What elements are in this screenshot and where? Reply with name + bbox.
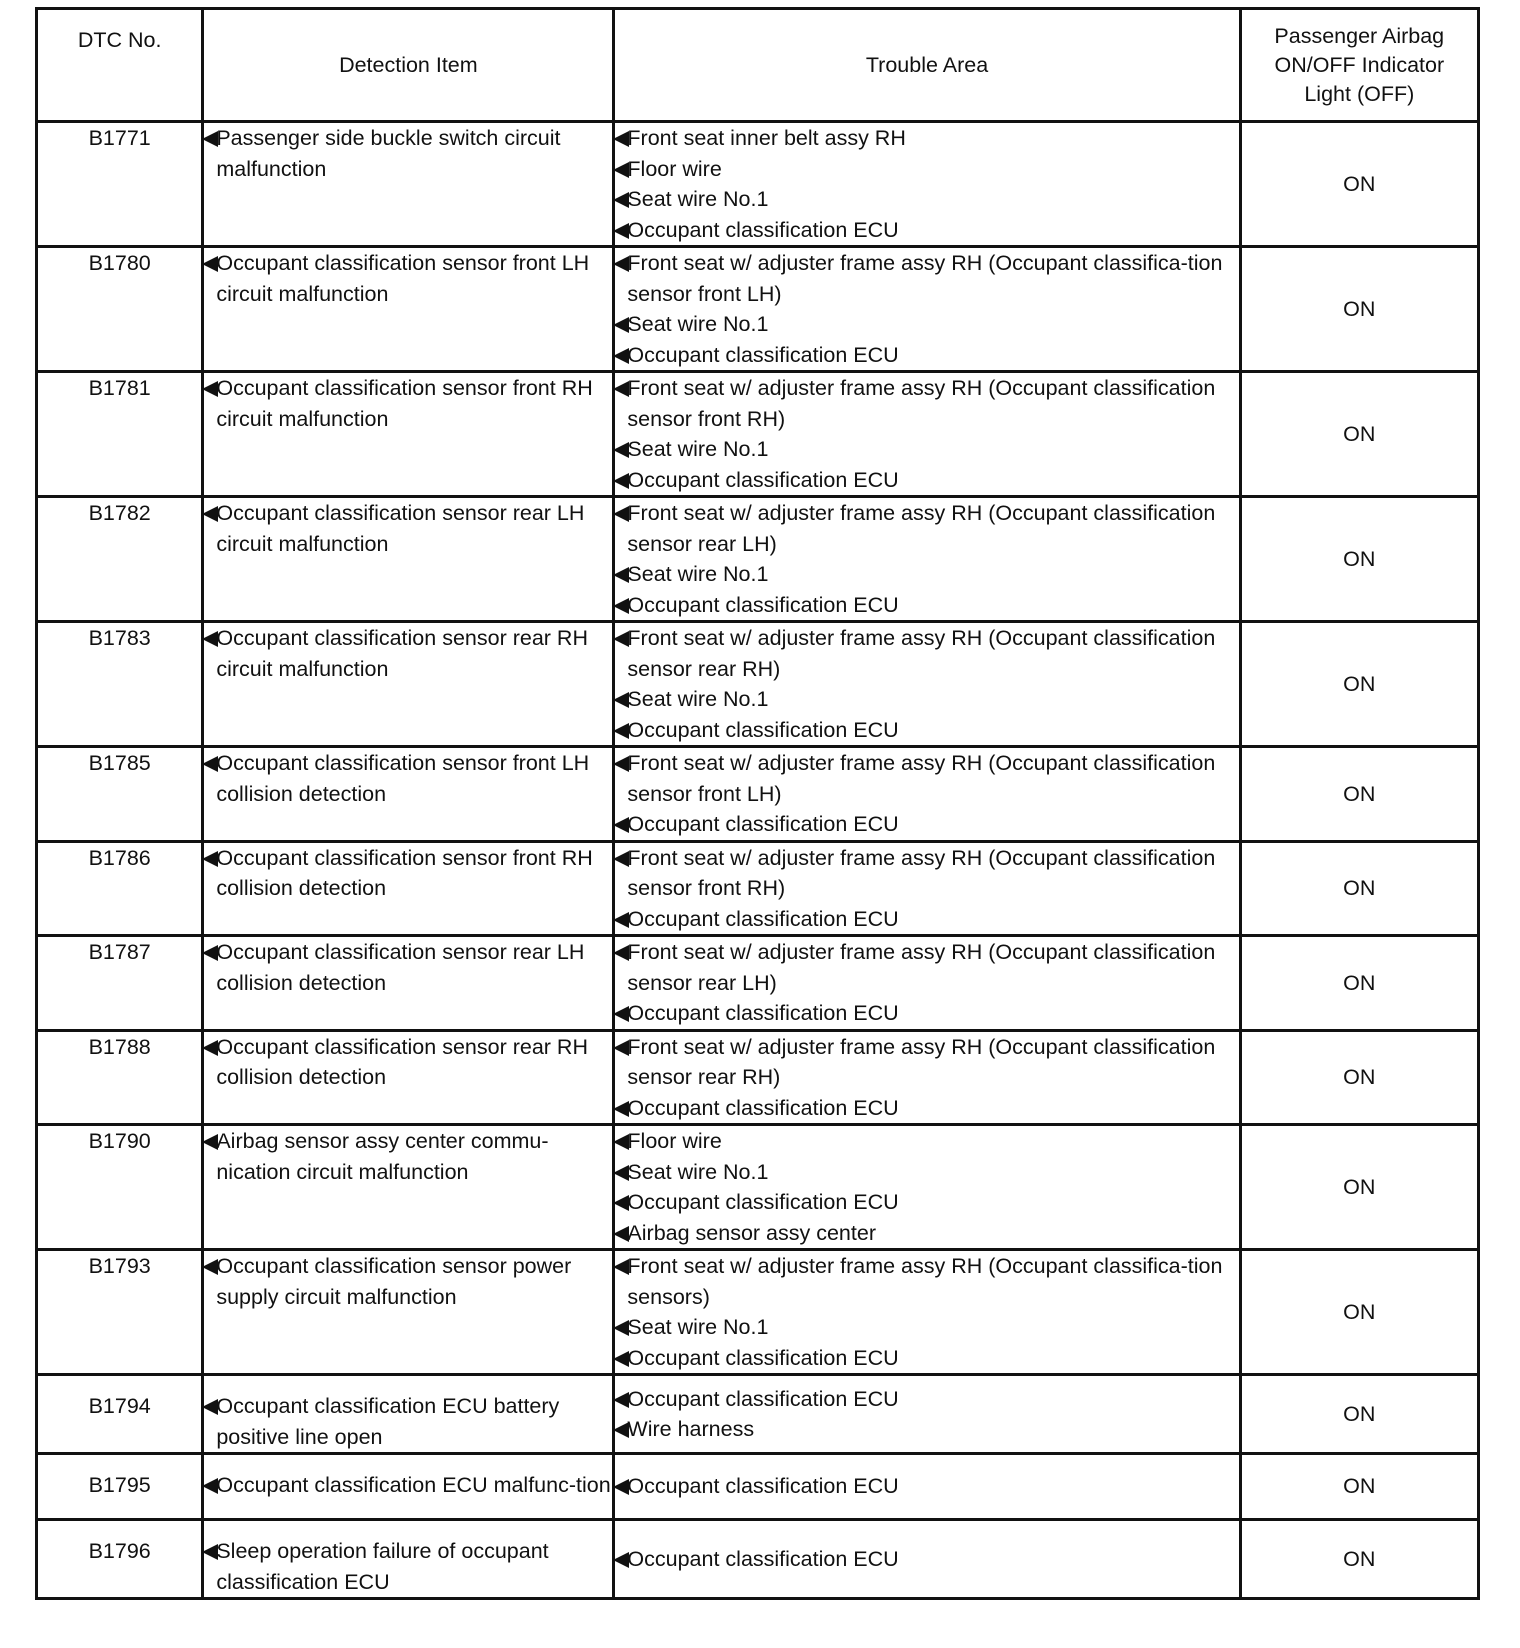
bullet-triangle-icon <box>202 851 218 867</box>
table-row <box>37 122 1479 247</box>
trouble-area-text: Front seat w/ adjuster frame assy RH (Occupant classification sensor rear RH) <box>627 626 1216 681</box>
indicator-light-state: ON <box>1240 1454 1478 1520</box>
dtc-table <box>35 7 1480 1600</box>
trouble-area <box>614 1250 1240 1375</box>
bullet-triangle-icon <box>613 1040 629 1056</box>
trouble-area-item <box>615 1157 1238 1188</box>
bullet-triangle-icon <box>613 1195 629 1211</box>
detection-item-text: Airbag sensor assy center commu-nication circuit malfunction <box>216 1129 549 1184</box>
trouble-area-item <box>615 215 1238 246</box>
trouble-area-item <box>615 904 1238 935</box>
bullet-triangle-icon <box>202 1399 218 1415</box>
detection-item-bullet <box>204 123 612 184</box>
trouble-area-text: Front seat w/ adjuster frame assy RH (Occupant classification sensor rear RH) <box>627 1034 1216 1089</box>
detection-item-bullet <box>204 373 612 434</box>
bullet-triangle-icon <box>202 1259 218 1275</box>
detection-item-bullet <box>204 843 612 904</box>
trouble-area-list <box>615 1384 1238 1445</box>
indicator-light-state: ON <box>1240 1375 1478 1454</box>
trouble-area-text: Floor wire <box>627 1129 722 1153</box>
bullet-triangle-icon <box>202 945 218 961</box>
trouble-area-item <box>615 590 1238 621</box>
trouble-area-item <box>615 465 1238 496</box>
trouble-area <box>614 1520 1240 1599</box>
bullet-triangle-icon <box>202 506 218 522</box>
trouble-area <box>614 372 1240 497</box>
trouble-area-item <box>615 1218 1238 1249</box>
trouble-area-list <box>615 1126 1238 1248</box>
detection-item <box>203 372 614 497</box>
trouble-area <box>614 122 1240 247</box>
trouble-area-text: Occupant classification ECU <box>627 1001 899 1025</box>
detection-item-text: Occupant classification sensor front LH circuit malfunction <box>216 251 590 306</box>
bullet-triangle-icon <box>613 1006 629 1022</box>
trouble-area-text: Front seat w/ adjuster frame assy RH (Occupant classifica-tion sensor front LH) <box>627 251 1223 306</box>
indicator-light-state: ON <box>1240 1250 1478 1375</box>
bullet-triangle-icon <box>202 381 218 397</box>
trouble-area-text: Seat wire No.1 <box>627 437 769 461</box>
bullet-triangle-icon <box>613 348 629 364</box>
trouble-area <box>614 1030 1240 1125</box>
trouble-area-item <box>615 998 1238 1029</box>
bullet-triangle-icon <box>613 442 629 458</box>
bullet-triangle-icon <box>613 1320 629 1336</box>
trouble-area-text: Occupant classification ECU <box>627 342 899 367</box>
trouble-area-text: Airbag sensor assy center <box>627 1220 876 1245</box>
trouble-area-item <box>615 715 1238 746</box>
bullet-triangle-icon <box>613 1226 629 1242</box>
trouble-area <box>614 1454 1240 1520</box>
table-row <box>37 1250 1479 1375</box>
bullet-triangle-icon <box>613 1101 629 1117</box>
detection-item-text: Occupant classification sensor front RH collision detection <box>216 845 593 900</box>
trouble-area-text: Occupant classification ECU <box>627 467 899 492</box>
table-row <box>37 747 1479 842</box>
header-indicator-line-3: Light (OFF) <box>1304 81 1415 106</box>
indicator-light-state: ON <box>1240 1030 1478 1125</box>
detection-item <box>203 936 614 1031</box>
trouble-area-item <box>615 309 1238 340</box>
indicator-light-state: ON <box>1240 497 1478 622</box>
trouble-area <box>614 1375 1240 1454</box>
detection-item-text: Occupant classification sensor rear LH circuit malfunction <box>216 501 585 556</box>
detection-item <box>203 497 614 622</box>
detection-item-bullet <box>204 248 612 309</box>
detection-item <box>203 747 614 842</box>
detection-item-text: Occupant classification sensor front RH circuit malfunction <box>216 376 593 431</box>
detection-item-bullet <box>204 748 612 809</box>
detection-item <box>203 1125 614 1250</box>
detection-item <box>203 622 614 747</box>
bullet-triangle-icon <box>613 723 629 739</box>
trouble-area-text: Front seat w/ adjuster frame assy RH (Occupant classification sensor front RH) <box>627 376 1216 431</box>
header-indicator-light <box>1240 9 1478 122</box>
dtc-code: B1794 <box>37 1375 203 1454</box>
trouble-area-list <box>615 498 1238 620</box>
trouble-area-text: Front seat w/ adjuster frame assy RH (Occupant classifica-tion sensors) <box>627 1254 1223 1309</box>
trouble-area-item <box>615 184 1238 215</box>
trouble-area-text: Occupant classification ECU <box>627 1345 899 1370</box>
trouble-area-item <box>615 1544 1238 1575</box>
bullet-triangle-icon <box>613 192 629 208</box>
indicator-light-state: ON <box>1240 1520 1478 1599</box>
trouble-area-list <box>615 123 1238 245</box>
bullet-triangle-icon <box>202 1040 218 1056</box>
trouble-area-text: Seat wire No.1 <box>627 1315 769 1339</box>
trouble-area-item <box>615 248 1238 309</box>
trouble-area-item <box>615 1187 1238 1218</box>
bullet-triangle-icon <box>613 223 629 239</box>
detection-item <box>203 1375 614 1454</box>
bullet-triangle-icon <box>613 1165 629 1181</box>
detection-item-text: Occupant classification ECU malfunc-tion <box>216 1473 611 1497</box>
table-row <box>37 247 1479 372</box>
trouble-area <box>614 497 1240 622</box>
trouble-area-text: Occupant classification ECU <box>627 592 899 617</box>
indicator-light-state: ON <box>1240 747 1478 842</box>
trouble-area-text: Occupant classification ECU <box>627 217 899 242</box>
detection-item <box>203 1454 614 1520</box>
trouble-area-item <box>615 843 1238 904</box>
trouble-area-item <box>615 123 1238 154</box>
bullet-triangle-icon <box>613 473 629 489</box>
trouble-area-list <box>615 1251 1238 1373</box>
trouble-area-item <box>615 1032 1238 1093</box>
header-detection-item: Detection Item <box>203 9 614 122</box>
table-row <box>37 936 1479 1031</box>
table-row <box>37 1125 1479 1250</box>
dtc-code: B1783 <box>37 622 203 747</box>
trouble-area-item <box>615 809 1238 840</box>
table-row <box>37 497 1479 622</box>
bullet-triangle-icon <box>202 756 218 772</box>
trouble-area-item <box>615 1414 1238 1445</box>
trouble-area <box>614 936 1240 1031</box>
dtc-code: B1780 <box>37 247 203 372</box>
trouble-area-item <box>615 1093 1238 1124</box>
trouble-area-item <box>615 1384 1238 1415</box>
table-body <box>37 122 1479 1599</box>
bullet-triangle-icon <box>613 692 629 708</box>
dtc-code: B1782 <box>37 497 203 622</box>
indicator-light-state: ON <box>1240 1125 1478 1250</box>
trouble-area-item <box>615 684 1238 715</box>
trouble-area-text: Occupant classification ECU <box>627 1546 899 1571</box>
trouble-area-list <box>615 623 1238 745</box>
bullet-triangle-icon <box>613 851 629 867</box>
trouble-area-text: Seat wire No.1 <box>627 1159 769 1184</box>
detection-item-text: Occupant classification sensor front LH collision detection <box>216 751 590 806</box>
bullet-triangle-icon <box>613 381 629 397</box>
trouble-area-text: Occupant classification ECU <box>627 906 899 931</box>
detection-item-text: Occupant classification sensor rear RH circuit malfunction <box>216 626 588 681</box>
detection-item-bullet <box>204 1251 612 1312</box>
dtc-code: B1790 <box>37 1125 203 1250</box>
trouble-area-item <box>615 154 1238 185</box>
bullet-triangle-icon <box>613 162 629 178</box>
detection-item-bullet <box>204 498 612 559</box>
header-row <box>37 9 1479 122</box>
trouble-area-item <box>615 373 1238 434</box>
bullet-triangle-icon <box>613 317 629 333</box>
trouble-area-list <box>615 843 1238 935</box>
bullet-triangle-icon <box>613 598 629 614</box>
detection-item <box>203 247 614 372</box>
detection-item-text: Occupant classification sensor rear LH collision detection <box>216 940 585 995</box>
trouble-area-text: Occupant classification ECU <box>627 812 899 836</box>
detection-item <box>203 841 614 936</box>
bullet-triangle-icon <box>202 631 218 647</box>
trouble-area-list <box>615 1032 1238 1124</box>
trouble-area-text: Occupant classification ECU <box>627 1474 899 1499</box>
trouble-area-text: Seat wire No.1 <box>627 187 769 211</box>
detection-item-bullet <box>204 623 612 684</box>
bullet-triangle-icon <box>613 945 629 961</box>
trouble-area-item <box>615 1126 1238 1157</box>
bullet-triangle-icon <box>202 1478 218 1494</box>
dtc-code: B1781 <box>37 372 203 497</box>
detection-item <box>203 122 614 247</box>
trouble-area-list <box>615 248 1238 370</box>
trouble-area-item <box>615 559 1238 590</box>
detection-item-text: Occupant classification ECU battery positive line open <box>216 1394 560 1449</box>
trouble-area-list <box>615 1471 1238 1502</box>
bullet-triangle-icon <box>613 1422 629 1438</box>
detection-item-bullet <box>204 1126 612 1187</box>
trouble-area-item <box>615 1471 1238 1502</box>
bullet-triangle-icon <box>613 506 629 522</box>
detection-item-bullet <box>204 1032 612 1093</box>
trouble-area-text: Occupant classification ECU <box>627 1190 899 1214</box>
table-row <box>37 841 1479 936</box>
table-row <box>37 622 1479 747</box>
detection-item <box>203 1250 614 1375</box>
dtc-code: B1786 <box>37 841 203 936</box>
trouble-area-text: Front seat w/ adjuster frame assy RH (Occupant classification sensor front LH) <box>627 751 1216 806</box>
bullet-triangle-icon <box>613 1351 629 1367</box>
bullet-triangle-icon <box>202 131 218 147</box>
bullet-triangle-icon <box>202 1134 218 1150</box>
detection-item-bullet <box>204 1391 612 1452</box>
trouble-area <box>614 841 1240 936</box>
indicator-light-state: ON <box>1240 622 1478 747</box>
bullet-triangle-icon <box>613 131 629 147</box>
trouble-area <box>614 247 1240 372</box>
detection-item-bullet <box>204 937 612 998</box>
header-indicator-line-1: Passenger Airbag <box>1274 23 1445 48</box>
table-row <box>37 372 1479 497</box>
trouble-area-text: Floor wire <box>627 156 722 181</box>
table-row <box>37 1520 1479 1599</box>
bullet-triangle-icon <box>613 817 629 833</box>
header-trouble-area: Trouble Area <box>614 9 1240 122</box>
table-row <box>37 1375 1479 1454</box>
trouble-area-item <box>615 1251 1238 1312</box>
trouble-area-text: Seat wire No.1 <box>627 562 769 586</box>
trouble-area-text: Seat wire No.1 <box>627 687 769 711</box>
trouble-area-text: Front seat w/ adjuster frame assy RH (Occupant classification sensor rear LH) <box>627 501 1216 556</box>
trouble-area-item <box>615 498 1238 559</box>
dtc-code: B1795 <box>37 1454 203 1520</box>
trouble-area-text: Occupant classification ECU <box>627 1386 899 1411</box>
bullet-triangle-icon <box>613 1552 629 1568</box>
trouble-area-item <box>615 937 1238 998</box>
trouble-area <box>614 747 1240 842</box>
trouble-area-text: Front seat w/ adjuster frame assy RH (Occupant classification sensor rear LH) <box>627 940 1216 995</box>
trouble-area <box>614 622 1240 747</box>
bullet-triangle-icon <box>202 256 218 272</box>
dtc-code: B1787 <box>37 936 203 1031</box>
trouble-area-list <box>615 373 1238 495</box>
trouble-area-list <box>615 748 1238 840</box>
dtc-code: B1788 <box>37 1030 203 1125</box>
trouble-area-item <box>615 623 1238 684</box>
table-row <box>37 1030 1479 1125</box>
trouble-area-item <box>615 1312 1238 1343</box>
trouble-area-text: Front seat w/ adjuster frame assy RH (Occupant classification sensor front RH) <box>627 845 1216 900</box>
trouble-area-list <box>615 1544 1238 1575</box>
trouble-area-item <box>615 434 1238 465</box>
trouble-area-item <box>615 1343 1238 1374</box>
detection-item-text: Occupant classification sensor rear RH collision detection <box>216 1034 588 1089</box>
indicator-light-state: ON <box>1240 122 1478 247</box>
bullet-triangle-icon <box>613 256 629 272</box>
trouble-area-item <box>615 340 1238 371</box>
detection-item-bullet <box>204 1536 612 1597</box>
bullet-triangle-icon <box>613 1259 629 1275</box>
trouble-area-text: Seat wire No.1 <box>627 312 769 336</box>
bullet-triangle-icon <box>613 1479 629 1495</box>
trouble-area <box>614 1125 1240 1250</box>
detection-item-text: Passenger side buckle switch circuit malfunction <box>216 126 561 181</box>
dtc-code: B1771 <box>37 122 203 247</box>
bullet-triangle-icon <box>613 756 629 772</box>
bullet-triangle-icon <box>613 567 629 583</box>
detection-item-text: Occupant classification sensor power supply circuit malfunction <box>216 1254 572 1309</box>
bullet-triangle-icon <box>202 1544 218 1560</box>
trouble-area-text: Wire harness <box>627 1417 755 1441</box>
table-row <box>37 1454 1479 1520</box>
indicator-light-state: ON <box>1240 841 1478 936</box>
trouble-area-item <box>615 748 1238 809</box>
trouble-area-text: Front seat inner belt assy RH <box>627 126 906 150</box>
trouble-area-text: Occupant classification ECU <box>627 1095 899 1120</box>
bullet-triangle-icon <box>613 1392 629 1408</box>
detection-item-bullet <box>204 1470 612 1501</box>
trouble-area-list <box>615 937 1238 1029</box>
header-dtc-no: DTC No. <box>37 9 203 122</box>
dtc-code: B1793 <box>37 1250 203 1375</box>
dtc-code: B1796 <box>37 1520 203 1599</box>
dtc-code: B1785 <box>37 747 203 842</box>
bullet-triangle-icon <box>613 1134 629 1150</box>
indicator-light-state: ON <box>1240 247 1478 372</box>
bullet-triangle-icon <box>613 631 629 647</box>
indicator-light-state: ON <box>1240 936 1478 1031</box>
detection-item <box>203 1030 614 1125</box>
trouble-area-text: Occupant classification ECU <box>627 717 899 742</box>
indicator-light-state: ON <box>1240 372 1478 497</box>
detection-item <box>203 1520 614 1599</box>
header-indicator-line-2: ON/OFF Indicator <box>1274 52 1445 77</box>
bullet-triangle-icon <box>613 912 629 928</box>
detection-item-text: Sleep operation failure of occupant classification ECU <box>216 1539 549 1594</box>
